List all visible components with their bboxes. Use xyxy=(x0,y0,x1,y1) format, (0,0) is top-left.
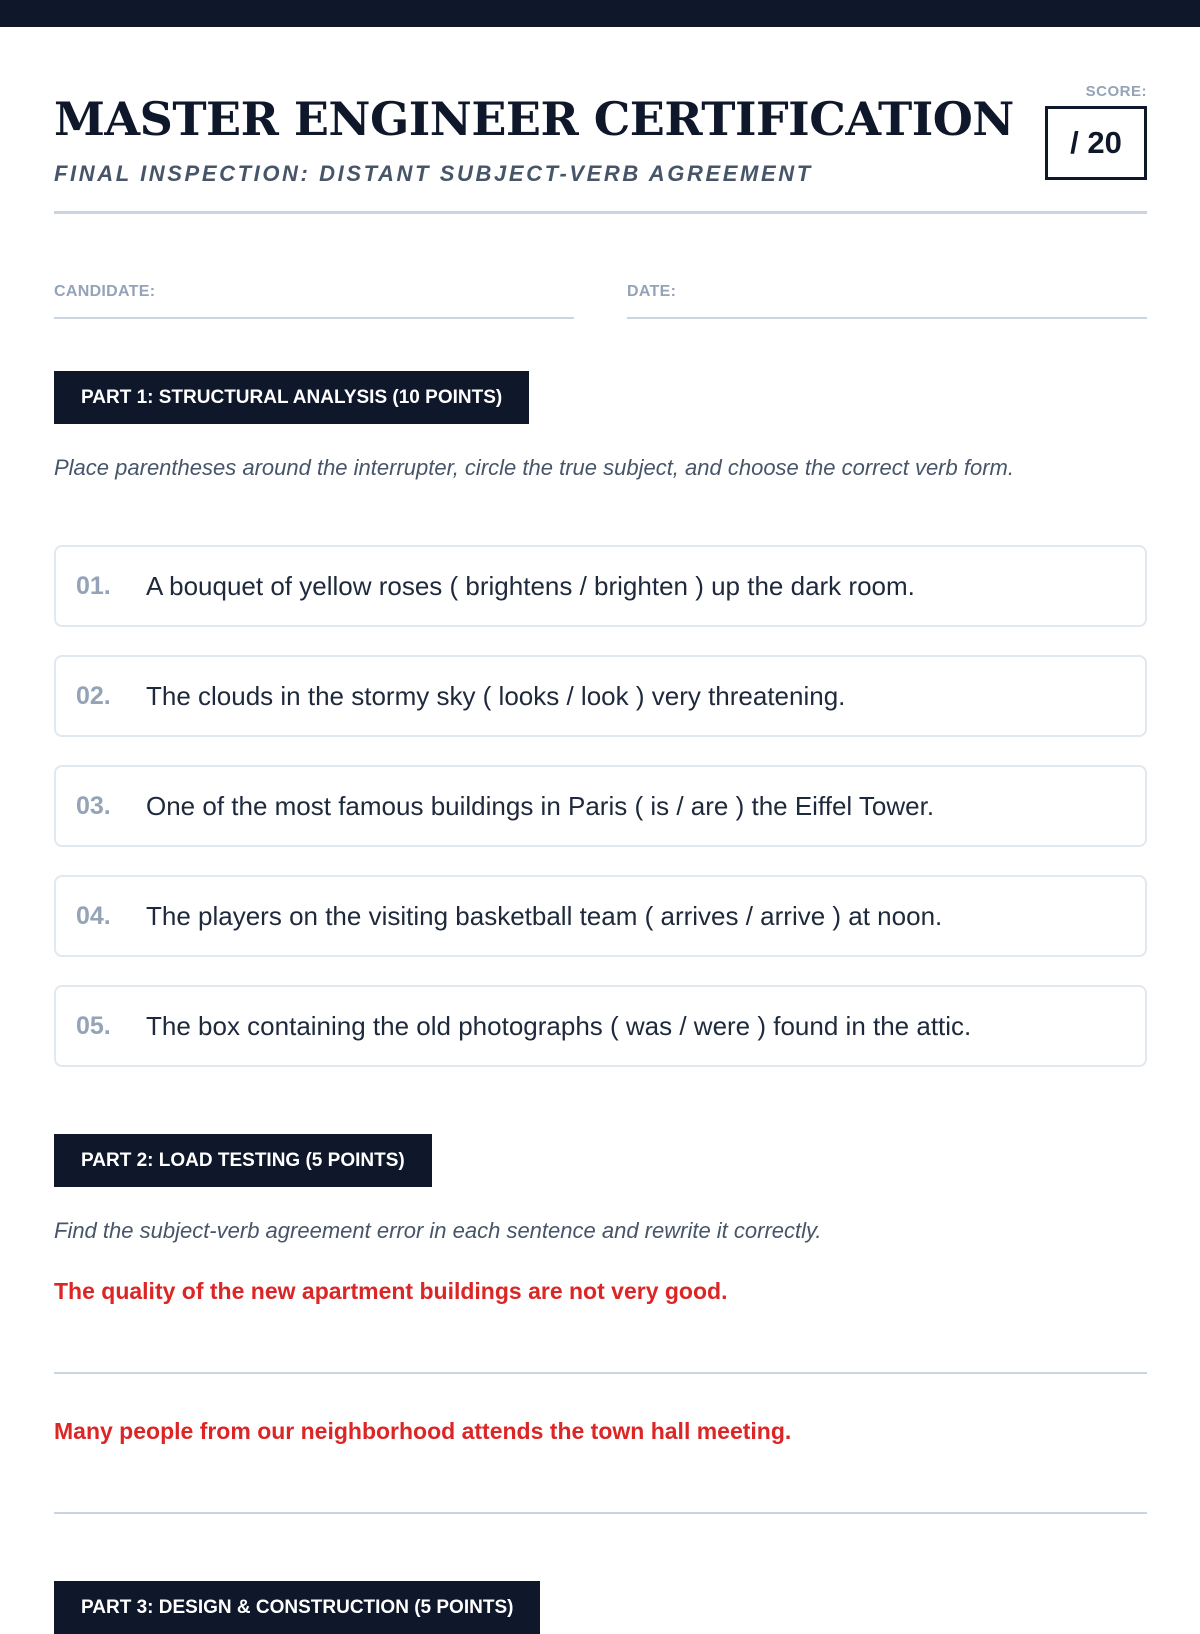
candidate-label: CANDIDATE: xyxy=(54,283,156,300)
part1-header xyxy=(54,371,529,424)
header-divider xyxy=(54,211,1147,214)
part1-items xyxy=(54,545,1147,1095)
score-value: / 20 xyxy=(1070,125,1122,160)
date-label: DATE: xyxy=(627,283,677,300)
question-number: 05. xyxy=(76,1011,111,1040)
error-sentence: The quality of the new apartment buildings are not very good. xyxy=(54,1278,728,1304)
question-number: 02. xyxy=(76,681,111,710)
part3-header-label: PART 3: DESIGN & CONSTRUCTION (5 POINTS) xyxy=(81,1597,514,1618)
part2-header-label: PART 2: LOAD TESTING (5 POINTS) xyxy=(81,1150,405,1171)
question-item[interactable] xyxy=(54,765,1147,847)
answer-line[interactable] xyxy=(54,1512,1147,1514)
top-accent-bar xyxy=(0,0,1200,27)
question-item[interactable] xyxy=(54,545,1147,627)
question-number: 04. xyxy=(76,901,111,930)
question-text: One of the most famous buildings in Paris ( is / are ) the Eiffel Tower. xyxy=(146,790,935,821)
page-title: MASTER ENGINEER CERTIFICATION xyxy=(54,92,1014,146)
part1-instructions: Place parentheses around the interrupter, circle the true subject, and choose the correct verb form. xyxy=(54,455,1014,480)
question-item[interactable] xyxy=(54,875,1147,957)
answer-line[interactable] xyxy=(54,1372,1147,1374)
question-item[interactable] xyxy=(54,655,1147,737)
candidate-field[interactable] xyxy=(54,282,574,319)
question-text: The clouds in the stormy sky ( looks / look ) very threatening. xyxy=(146,680,846,711)
date-field[interactable] xyxy=(627,282,1147,319)
part2-header xyxy=(54,1134,432,1187)
question-text: The box containing the old photographs ( was / were ) found in the attic. xyxy=(146,1010,972,1041)
question-text: A bouquet of yellow roses ( brightens / brighten ) up the dark room. xyxy=(146,570,915,601)
question-item[interactable] xyxy=(54,985,1147,1067)
part2-instructions: Find the subject-verb agreement error in each sentence and rewrite it correctly. xyxy=(54,1218,822,1243)
error-sentence: Many people from our neighborhood attends the town hall meeting. xyxy=(54,1418,792,1444)
question-text: The players on the visiting basketball team ( arrives / arrive ) at noon. xyxy=(146,900,943,931)
part1-header-label: PART 1: STRUCTURAL ANALYSIS (10 POINTS) xyxy=(81,387,503,408)
page-subtitle: FINAL INSPECTION: DISTANT SUBJECT-VERB AGREEMENT xyxy=(54,161,813,186)
question-number: 03. xyxy=(76,791,111,820)
score-box[interactable] xyxy=(1045,106,1147,180)
score-label: SCORE: xyxy=(1085,83,1147,100)
question-number: 01. xyxy=(76,571,111,600)
part3-header xyxy=(54,1581,540,1634)
